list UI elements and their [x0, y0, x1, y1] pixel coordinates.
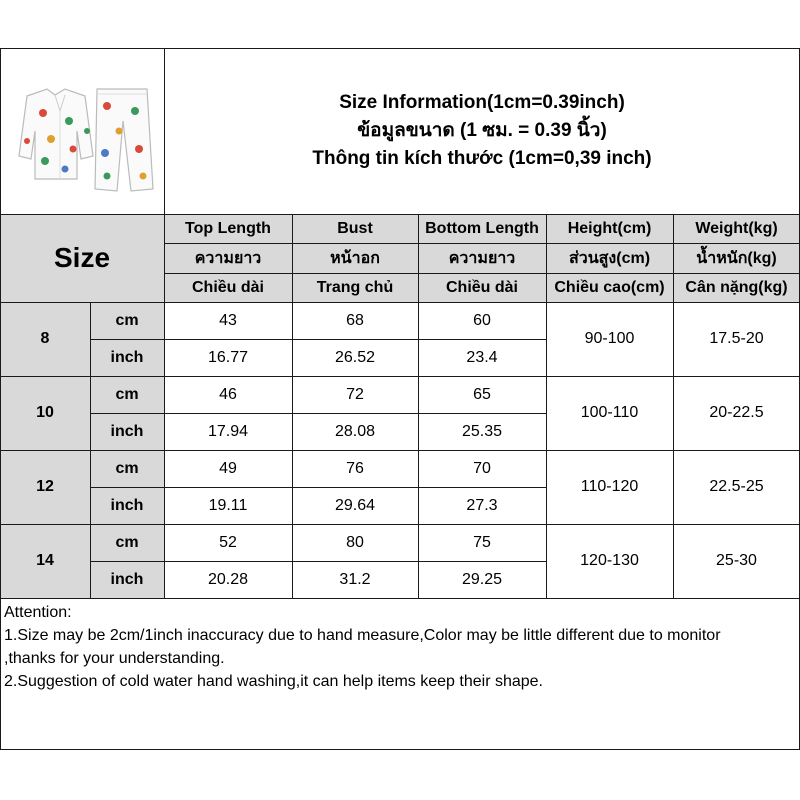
column-header-1-vi: Chiều dài: [164, 273, 292, 302]
grid-line: [90, 524, 91, 598]
height-range: 90-100: [546, 302, 673, 376]
column-header-1-th: ความยาว: [164, 243, 292, 273]
grid-line: [673, 214, 674, 598]
grid-line: [0, 302, 800, 303]
inch-value: 17.94: [164, 413, 292, 450]
unit-cm-label: cm: [90, 376, 164, 413]
inch-value: 16.77: [164, 339, 292, 376]
grid-line: [90, 302, 91, 376]
size-value: 8: [0, 302, 90, 376]
cm-value: 68: [292, 302, 418, 339]
cm-value: 52: [164, 524, 292, 561]
grid-line: [90, 561, 546, 562]
grid-line: [546, 214, 547, 598]
column-header-4-en: Height(cm): [546, 214, 673, 243]
grid-line: [90, 450, 91, 524]
cm-value: 43: [164, 302, 292, 339]
grid-line: [0, 48, 1, 750]
unit-inch-label: inch: [90, 487, 164, 524]
inch-value: 26.52: [292, 339, 418, 376]
cm-value: 70: [418, 450, 546, 487]
title-block: [164, 48, 800, 214]
product-image: [7, 61, 157, 201]
height-range: 120-130: [546, 524, 673, 598]
column-header-5-vi: Cân nặng(kg): [673, 273, 800, 302]
title-th: ข้อมูลขนาด (1 ซม. = 0.39 นิ้ว): [357, 120, 607, 141]
size-value: 14: [0, 524, 90, 598]
size-value: 12: [0, 450, 90, 524]
column-header-5-th: น้ำหนัก(kg): [673, 243, 800, 273]
column-header-3-vi: Chiều dài: [418, 273, 546, 302]
inch-value: 19.11: [164, 487, 292, 524]
attention-heading: Attention:: [4, 604, 72, 621]
column-header-2-vi: Trang chủ: [292, 273, 418, 302]
size-chart: [0, 48, 800, 750]
weight-range: 22.5-25: [673, 450, 800, 524]
height-range: 110-120: [546, 450, 673, 524]
cm-value: 60: [418, 302, 546, 339]
cm-value: 76: [292, 450, 418, 487]
grid-line: [164, 243, 800, 244]
grid-line: [0, 598, 800, 599]
grid-line: [164, 48, 165, 214]
height-range: 100-110: [546, 376, 673, 450]
cm-value: 65: [418, 376, 546, 413]
unit-cm-label: cm: [90, 524, 164, 561]
grid-line: [90, 376, 91, 450]
weight-range: 17.5-20: [673, 302, 800, 376]
attention-notes: [4, 601, 794, 693]
unit-inch-label: inch: [90, 561, 164, 598]
weight-range: 25-30: [673, 524, 800, 598]
grid-line: [90, 487, 546, 488]
grid-line: [0, 524, 800, 525]
grid-line: [0, 376, 800, 377]
product-image-cell: [0, 48, 164, 214]
unit-cm-label: cm: [90, 302, 164, 339]
size-header: Size: [0, 214, 164, 302]
unit-inch-label: inch: [90, 339, 164, 376]
inch-value: 31.2: [292, 561, 418, 598]
cm-value: 80: [292, 524, 418, 561]
column-header-2-th: หน้าอก: [292, 243, 418, 273]
grid-line: [0, 48, 800, 49]
cm-value: 75: [418, 524, 546, 561]
column-header-5-en: Weight(kg): [673, 214, 800, 243]
inch-value: 23.4: [418, 339, 546, 376]
unit-cm-label: cm: [90, 450, 164, 487]
inch-value: 29.25: [418, 561, 546, 598]
inch-value: 27.3: [418, 487, 546, 524]
column-header-3-en: Bottom Length: [418, 214, 546, 243]
attention-line-2: ,thanks for your understanding.: [4, 650, 225, 667]
grid-line: [292, 214, 293, 598]
inch-value: 28.08: [292, 413, 418, 450]
column-header-1-en: Top Length: [164, 214, 292, 243]
column-header-4-th: ส่วนสูง(cm): [546, 243, 673, 273]
grid-line: [90, 413, 546, 414]
column-header-4-vi: Chiều cao(cm): [546, 273, 673, 302]
cm-value: 49: [164, 450, 292, 487]
weight-range: 20-22.5: [673, 376, 800, 450]
grid-line: [164, 273, 800, 274]
grid-line: [0, 749, 800, 750]
grid-line: [418, 214, 419, 598]
title-vi: Thông tin kích thước (1cm=0,39 inch): [312, 148, 652, 169]
title-en: Size Information(1cm=0.39inch): [339, 92, 625, 113]
size-value: 10: [0, 376, 90, 450]
column-header-2-en: Bust: [292, 214, 418, 243]
grid-line: [90, 339, 546, 340]
column-header-3-th: ความยาว: [418, 243, 546, 273]
grid-line: [0, 450, 800, 451]
attention-line-1: 1.Size may be 2cm/1inch inaccuracy due to hand measure,Color may be little different due to monitor: [4, 627, 721, 644]
inch-value: 29.64: [292, 487, 418, 524]
unit-inch-label: inch: [90, 413, 164, 450]
cm-value: 72: [292, 376, 418, 413]
grid-line: [0, 214, 800, 215]
inch-value: 25.35: [418, 413, 546, 450]
inch-value: 20.28: [164, 561, 292, 598]
cm-value: 46: [164, 376, 292, 413]
attention-line-3: 2.Suggestion of cold water hand washing,it can help items keep their shape.: [4, 673, 543, 690]
grid-line: [164, 214, 165, 598]
